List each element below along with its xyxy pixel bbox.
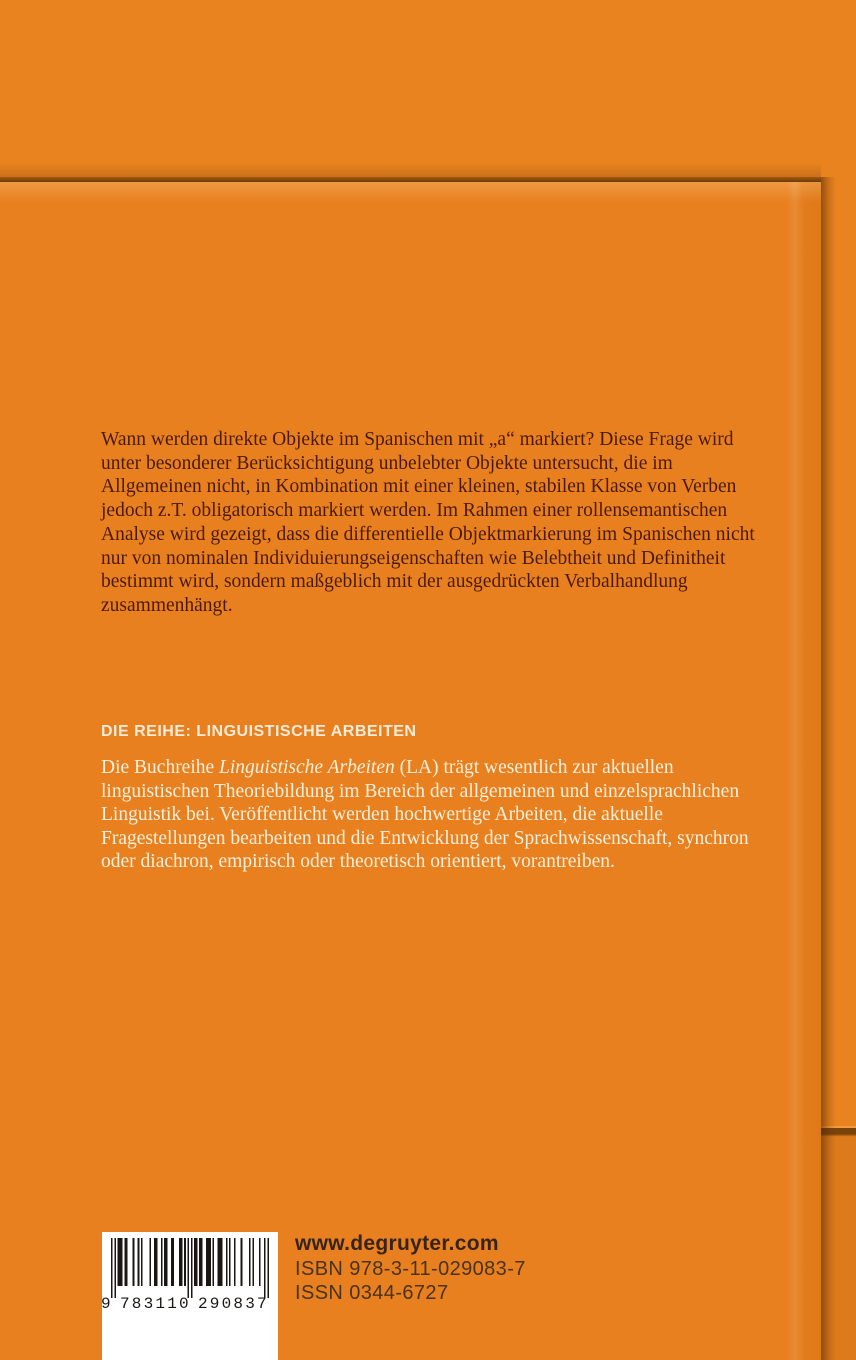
- publisher-website: www.degruyter.com: [295, 1232, 499, 1255]
- backdrop-shadow-above-cover: [0, 163, 821, 177]
- publisher-info: [295, 1230, 526, 1305]
- barcode-label: [102, 1232, 278, 1360]
- cover-right-edge-shadow: [821, 177, 836, 1360]
- cover-top-highlight: [0, 182, 821, 202]
- cover-right-sheen: [787, 182, 803, 1360]
- book-back-cover: [0, 182, 821, 1360]
- issn-line: ISSN 0344-6727: [295, 1282, 449, 1304]
- barcode-bars-icon: [111, 1238, 269, 1298]
- barcode-digits-left: 783110: [120, 1295, 191, 1313]
- ean-barcode: [101, 1238, 269, 1314]
- series-description-rest: (LA) trägt wesentlich zur aktuellen linguistischen Theoriebildung im Bereich der allgemeinen und einzelsprachlichen Linguistik bei. Veröffentlicht werden hochwertige Arbeiten, die aktuelle Fragestellungen bearbeiten und die Entwicklung der Sprachwissenschaft, synchron oder diachron, empirisch oder theoretisch orientiert, vorantreiben.: [101, 757, 749, 872]
- series-description-lead: Die Buchreihe: [101, 757, 220, 778]
- isbn-line: ISBN 978-3-11-029083-7: [295, 1258, 526, 1280]
- barcode-digit-lead: 9: [101, 1295, 111, 1313]
- series-description: [101, 756, 751, 874]
- cover-top-edge-shadow: [0, 177, 821, 182]
- series-title-italic: Linguistische Arbeiten: [219, 757, 395, 778]
- blurb-paragraph: Wann werden direkte Objekte im Spanischen mit „a“ markiert? Diese Frage wird unter besonderer Berücksichtigung unbelebter Objekte untersucht, die im Allgemeinen nicht, in Kombination mit einer kleinen, stabilen Klasse von Verben jedoch z.T. obligatorisch markiert werden. Im Rahmen einer rollensemantischen Analyse wird gezeigt, dass die differentielle Objektmarkierung im Spanischen nicht nur von nominalen Individuierungseigenschaften wie Belebtheit und Definitheit bestimmt wird, sondern maßgeblich mit der ausgedrückten Verbalhandlung zusammenhängt.: [101, 429, 755, 616]
- barcode-digits-right: 290837: [198, 1295, 269, 1313]
- series-heading: DIE REIHE: LINGUISTISCHE ARBEITEN: [101, 723, 417, 740]
